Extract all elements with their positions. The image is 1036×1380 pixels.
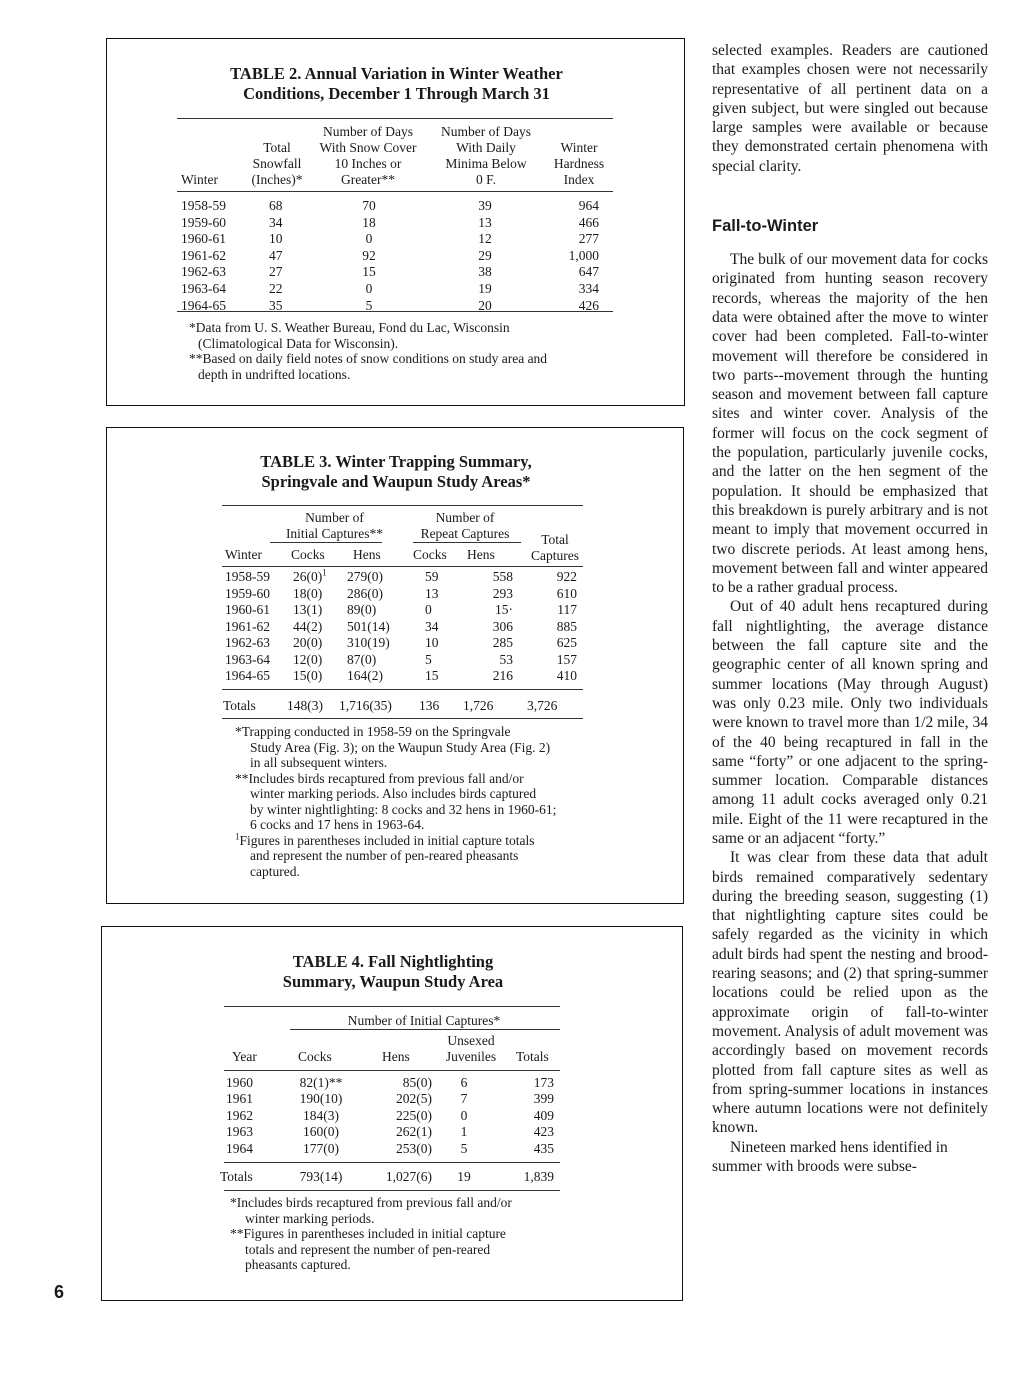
t3-cell: 87(0): [347, 651, 377, 667]
t3-note: captured.: [250, 863, 300, 879]
t3-cell: 1958-59: [225, 569, 270, 584]
t3-cell: 216: [492, 668, 513, 683]
t2-cell: 47: [269, 247, 283, 263]
t2-header-minima: Number of Days With Daily Minima Below 0 F.: [441, 124, 531, 187]
table-2-title: TABLE 2. Annual Variation in Winter Weather Conditions, December 1 Through March 31: [230, 64, 563, 103]
t4-cell: 160(0): [303, 1124, 339, 1140]
t4-header-year: Year: [232, 1049, 257, 1064]
t2-header-winter: Winter: [181, 172, 218, 187]
paragraph: Out of 40 adult hens recaptured during fall nightlighting, the average distance between the fall capture site and the geographic center of all known spring and summer locations (May through August) was only 0.23 mile. Only two individuals were known to travel more than 1/2 mile, 34 of the 40 being recaptured in fall in the same “forty” or one adjacent to the spring-summer location. Comparable distances among 11 adult cocks averaged only 0.21 mile. Eight of the 11 were recaptured in the same or an adjacent “forty.”: [712, 598, 988, 847]
t4-cell: 1964: [226, 1140, 253, 1156]
t3-cell: 0: [425, 602, 432, 617]
t4-cell: 177(0): [303, 1140, 339, 1156]
t2-cell: 34: [269, 214, 283, 230]
t3-cell: 53: [499, 651, 513, 667]
t4-group-label: Number of Initial Captures*: [347, 1013, 501, 1028]
t3-cell: 157: [556, 651, 577, 667]
t4-cell: 7: [460, 1091, 468, 1107]
t4-cell: 409: [533, 1107, 554, 1123]
t2-cell: 18: [362, 214, 376, 230]
t3-cell: 13: [425, 585, 439, 601]
t4-cell: 5: [460, 1140, 468, 1156]
t2-cell: 39: [478, 198, 492, 213]
t4-note: pheasants captured.: [245, 1257, 351, 1272]
t3-cell: 5: [425, 651, 432, 667]
t4-total-cell: 19: [457, 1169, 471, 1184]
t3-cell: 410: [556, 668, 577, 683]
t3-cell: 10: [425, 635, 439, 650]
t3-cell: 293: [492, 585, 513, 601]
t4-cell: 253(0): [396, 1140, 432, 1156]
t3-cell: 279(0): [347, 569, 383, 584]
t3-note: 6 cocks and 17 hens in 1963-64.: [250, 817, 425, 832]
t2-note: **Based on daily field notes of snow conditions on study area and: [189, 351, 548, 366]
t3-total-cell: 148(3): [287, 698, 323, 713]
t2-cell: 20: [478, 297, 492, 313]
t3-header-cocks: Cocks: [291, 547, 325, 562]
section-heading: Fall-to-Winter: [712, 217, 819, 236]
t2-note: (Climatological Data for Wisconsin).: [198, 335, 399, 351]
t4-cell: 423: [533, 1124, 554, 1140]
t4-note: *Includes birds recaptured from previous fall and/or: [230, 1195, 512, 1210]
t4-cell: 1963: [226, 1124, 253, 1140]
t2-cell: 1958-59: [181, 198, 226, 213]
t2-cell: 1960-61: [181, 231, 226, 247]
t2-cell: 1,000: [568, 247, 599, 263]
t3-total-cell: Totals: [223, 698, 256, 713]
table-4-frame: [101, 926, 683, 1301]
t3-cell: 89(0): [347, 602, 377, 617]
table-2-bottom-rule: [177, 311, 613, 312]
t3-cell: 117: [557, 602, 577, 617]
t3-cell: 34: [425, 618, 439, 634]
t4-note: totals and represent the number of pen-reared: [245, 1241, 491, 1257]
t2-cell: 68: [269, 198, 283, 213]
t2-cell: 10: [269, 231, 283, 247]
table-3-frame: [106, 427, 684, 904]
t2-cell: 15: [362, 264, 376, 280]
t2-cell: 19: [478, 281, 492, 296]
table-2-frame: [106, 38, 685, 406]
t2-cell: 5: [365, 297, 373, 313]
t3-note: by winter nightlighting: 8 cocks and 32 hens in 1960-61;: [250, 801, 557, 817]
table-3-header-rule: [222, 566, 583, 567]
t3-cell: 1959-60: [225, 585, 270, 601]
t3-total-cell: 1,716(35): [339, 698, 392, 713]
t3-note: $^1$Figures in parentheses included in initial capture totals: [235, 831, 535, 848]
table-4-top-rule: [224, 1006, 560, 1007]
t2-cell: 1962-63: [181, 264, 226, 280]
t4-total-cell: 793(14): [299, 1169, 343, 1184]
table-3-body-rule: [222, 689, 583, 690]
t3-cell: 20(0): [293, 635, 323, 650]
t3-group-repeat-rule: [413, 542, 521, 543]
t4-cell: 262(1): [396, 1124, 432, 1140]
t3-header-total: Total Captures: [531, 532, 579, 563]
t3-cell: 59: [425, 569, 439, 584]
t3-cell: 15·: [495, 602, 513, 617]
t3-cell: 501(14): [347, 618, 390, 634]
t4-cell: 1960: [226, 1075, 253, 1090]
t3-header-repeat-cocks: Cocks: [413, 547, 447, 562]
t4-cell: 85(0): [402, 1075, 432, 1090]
t3-total-cell: 1,726: [463, 698, 494, 713]
table-3-bottom-rule: [222, 718, 583, 719]
t3-cell: 286(0): [347, 585, 383, 601]
t2-cell: 35: [269, 297, 283, 313]
t3-cell: 625: [556, 635, 577, 650]
t4-cell: 184(3): [303, 1107, 339, 1123]
t4-cell: 225(0): [396, 1107, 432, 1123]
t3-cell: 285: [492, 635, 513, 650]
t2-cell: 70: [362, 198, 376, 213]
t2-cell: 466: [578, 214, 599, 230]
t2-header-snowcover: Number of Days With Snow Cover 10 Inches or Greater**: [319, 124, 417, 187]
t2-cell: 27: [269, 264, 283, 280]
t4-total-cell: 1,027(6): [385, 1169, 432, 1184]
t4-total-cell: Totals: [220, 1169, 253, 1184]
t2-header-hardness: Winter Hardness Index: [553, 140, 605, 187]
t3-header-hens: Hens: [353, 547, 381, 562]
t3-total-cell: 136: [419, 698, 440, 713]
t4-total-cell: 1,839: [523, 1169, 554, 1184]
table-4-bottom-rule: [224, 1190, 560, 1191]
t3-note: and represent the number of pen-reared pheasants: [250, 848, 519, 863]
t2-cell: 12: [478, 231, 492, 247]
t3-cell: 1963-64: [225, 651, 270, 667]
t2-cell: 13: [478, 214, 492, 230]
t3-group-initial-rule: [270, 542, 382, 543]
t4-cell: 1: [460, 1124, 468, 1140]
t2-cell: 1963-64: [181, 281, 226, 296]
t2-header-snowfall: Total Snowfall (Inches)*: [251, 140, 303, 187]
t4-cell: 82(1)**: [299, 1075, 343, 1090]
table-2-notes: [189, 320, 669, 382]
t3-note: Study Area (Fig. 3); on the Waupun Study Area (Fig. 2): [250, 739, 551, 755]
t2-cell: 38: [478, 264, 492, 280]
t4-group-rule: [290, 1029, 560, 1030]
t3-cell: 15(0): [293, 668, 323, 683]
t2-cell: 334: [578, 281, 599, 296]
t3-cell: 1964-65: [225, 668, 270, 683]
t4-header-totals: Totals: [516, 1049, 549, 1064]
t2-note: depth in undrifted locations.: [198, 366, 351, 382]
t3-cell: 1961-62: [225, 618, 270, 634]
intro-paragraph: selected examples. Readers are cautioned that examples chosen were not necessarily representative of all pertinent data on a given subject, but were singled out because large samples were available or because they demonstrated certain phenomena with special clarity.: [712, 42, 988, 175]
t2-cell: 29: [478, 247, 492, 263]
t4-note: winter marking periods.: [245, 1210, 375, 1226]
t2-cell: 426: [578, 297, 599, 313]
t4-cell: 173: [533, 1075, 554, 1090]
table-3-notes: [235, 724, 675, 879]
t3-note: *Trapping conducted in 1958-59 on the Springvale: [235, 724, 511, 739]
t3-cell: $26(0)^1$: [293, 567, 327, 584]
t3-cell: 922: [556, 569, 577, 584]
t2-cell: 964: [578, 198, 599, 213]
t2-cell: 0: [365, 231, 373, 247]
t4-note: **Figures in parentheses included in initial capture: [230, 1226, 506, 1241]
body-text-column: [712, 41, 988, 1176]
table-3-title: TABLE 3. Winter Trapping Summary, Springvale and Waupun Study Areas*: [260, 452, 532, 491]
t3-cell: 1960-61: [225, 602, 270, 617]
table-4-body-rule: [224, 1162, 560, 1163]
t3-total-cell: 3,726: [527, 698, 558, 713]
paragraph: It was clear from these data that adult birds remained comparatively sedentary during the breeding season, suggesting (1) that nightlighting capture sites could be safely regarded as the vicinity in which adult birds had spent the nesting and brood-rearing seasons; and (2) that spring-summer locations could be relied upon as the approximate origin of fall-to-winter movement. Analysis of adult movement was accordingly based on movement records plotted from fall capture sites as well as from spring-summer locations in instances where autumn locations were not definitely known.: [712, 849, 988, 1137]
t4-cell: 1962: [226, 1107, 253, 1123]
t2-cell: 22: [269, 281, 283, 296]
table-2-top-rule: [177, 118, 613, 119]
t3-footnote-marker: 1: [322, 567, 327, 578]
t3-cell: 15: [425, 668, 439, 683]
paragraph: The bulk of our movement data for cocks originated from hunting season recovery records, whereas the majority of the hen data were obtained after the move to winter cover had been completed. Fall-to-winter movement will therefore be considered in two parts--movement through the hunting season and movement between fall capture sites and winter cover. Analysis of the former will focus on the cock segment of the population, particularly juvenile cocks, and the latter on the hen segment of the population. It should be emphasized that this breakdown is purely arbitrary and is not meant to imply that movement occurred in two discrete periods. At least among hens, movement between fall and winter appeared to be a rather gradual process.: [712, 251, 988, 597]
t3-note: in all subsequent winters.: [250, 755, 388, 770]
t4-cell: 6: [460, 1075, 468, 1090]
t3-cell: 310(19): [347, 635, 390, 650]
t3-cell: 44(2): [293, 618, 323, 634]
t4-header-hens: Hens: [382, 1049, 410, 1064]
t3-group-repeat: Number of Repeat Captures: [420, 510, 510, 541]
t4-header-cocks: Cocks: [298, 1049, 332, 1064]
t3-header-winter: Winter: [225, 547, 262, 562]
t2-note: *Data from U. S. Weather Bureau, Fond du Lac, Wisconsin: [189, 320, 510, 335]
t3-cell: 610: [556, 585, 577, 601]
t3-note: winter marking periods. Also includes birds captured: [250, 786, 537, 801]
t2-cell: 647: [578, 264, 599, 280]
t3-cell: 1962-63: [225, 635, 270, 650]
t3-header-repeat-hens: Hens: [467, 547, 495, 562]
t3-cell: 306: [492, 618, 513, 634]
t4-header-unsexed: Unsexed Juveniles: [445, 1033, 497, 1064]
t4-cell: 0: [460, 1107, 468, 1123]
page-number: 6: [54, 1282, 65, 1302]
t4-cell: 435: [533, 1140, 554, 1156]
t2-cell: 0: [365, 281, 373, 296]
t3-note: **Includes birds recaptured from previous fall and/or: [235, 770, 524, 786]
t3-cell: 885: [556, 618, 577, 634]
table-4-header-rule: [224, 1070, 560, 1071]
table-4-notes: [230, 1195, 670, 1273]
table-4-title: TABLE 4. Fall Nightlighting Summary, Waupun Study Area: [282, 952, 504, 991]
t4-cell: 1961: [226, 1091, 253, 1107]
t4-cell: 399: [533, 1091, 554, 1107]
t3-cell: 558: [492, 569, 513, 584]
paragraph: Nineteen marked hens identified in summer with broods were subse-: [712, 1138, 948, 1176]
t2-cell: 1961-62: [181, 247, 226, 263]
t4-cell: 190(10): [299, 1091, 343, 1107]
table-2-header-rule: [177, 191, 613, 192]
t3-cell: 164(2): [347, 668, 383, 683]
t2-cell: 1964-65: [181, 297, 226, 313]
t3-group-initial: Number of Initial Captures**: [285, 510, 384, 541]
t2-cell: 92: [362, 247, 376, 263]
t4-cell: 202(5): [396, 1091, 432, 1107]
t2-cell: 277: [578, 231, 599, 247]
t2-cell: 1959-60: [181, 214, 226, 230]
t3-cell: 12(0): [293, 651, 323, 667]
t3-cell: 18(0): [293, 585, 323, 601]
table-3-top-rule: [222, 505, 583, 506]
t3-cell: 13(1): [293, 602, 323, 617]
